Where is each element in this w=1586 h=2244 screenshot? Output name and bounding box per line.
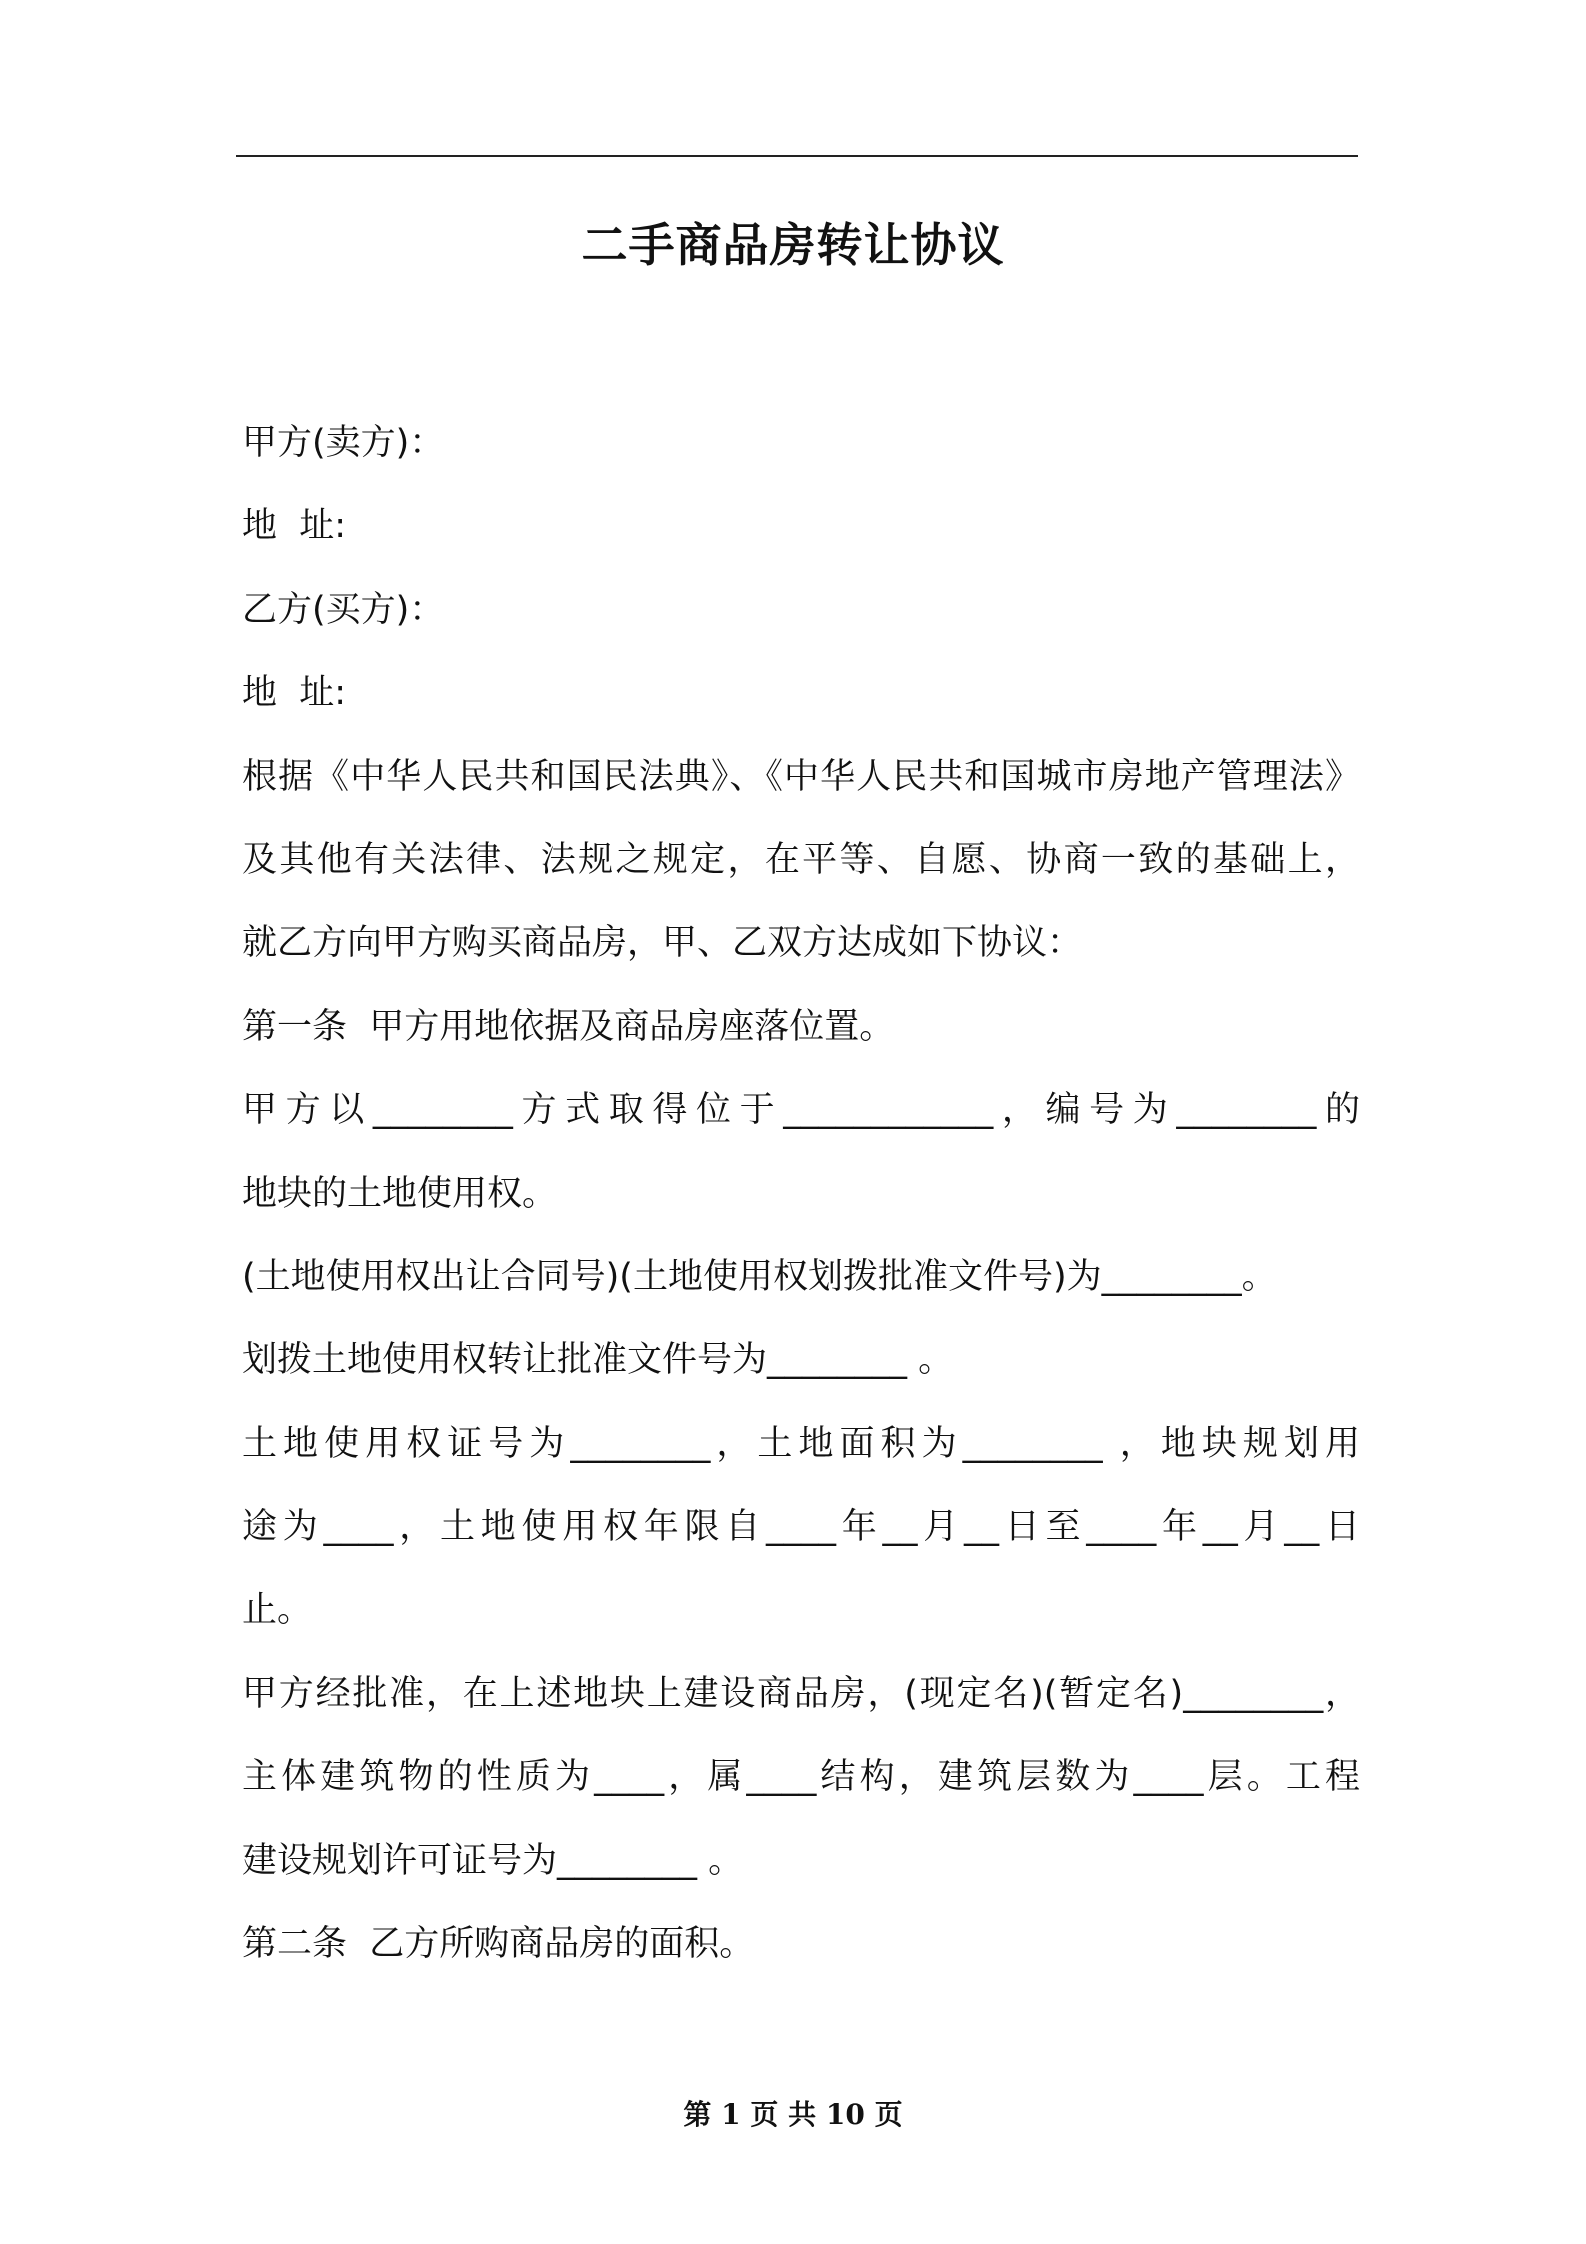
land-certificate-line-2: 途为____，土地使用权年限自____年__月__日至____年__月__日 (242, 1507, 1360, 1548)
building-approval-line-3: 建设规划许可证号为________ 。 (242, 1840, 744, 1881)
article-2-heading: 第二条 乙方所购商品房的面积。 (242, 1924, 755, 1965)
land-certificate-line-3: 止。 (242, 1590, 313, 1631)
preamble-line-3: 就乙方向甲方购买商品房，甲、乙双方达成如下协议： (242, 923, 1083, 964)
article-1-paragraph-1-line-2: 地块的土地使用权。 (242, 1173, 558, 1214)
party-b-address-line: 地 址: (242, 673, 347, 714)
party-a-address-line: 地 址: (242, 506, 347, 547)
building-approval-line-1: 甲方经批准，在上述地块上建设商品房，(现定名)(暂定名)________， (242, 1673, 1360, 1714)
document-body (242, 402, 1360, 1986)
land-certificate-line-1: 土地使用权证号为________，土地面积为________ ，地块规划用 (242, 1423, 1360, 1464)
party-b-buyer-line: 乙方(买方)： (242, 589, 445, 630)
transfer-approval-line: 划拨土地使用权转让批准文件号为________ 。 (242, 1340, 954, 1381)
document-title: 二手商品房转让协议 (581, 218, 1005, 272)
preamble-line-2: 及其他有关法律、法规之规定，在平等、自愿、协商一致的基础上， (242, 839, 1360, 880)
article-1-paragraph-1-line-1: 甲方以________方式取得位于____________，编号为________的 (242, 1090, 1360, 1131)
header-rule (236, 155, 1358, 157)
article-1-heading: 第一条 甲方用地依据及商品房座落位置。 (242, 1006, 895, 1047)
building-approval-line-2: 主体建筑物的性质为____，属____结构，建筑层数为____层。工程 (242, 1757, 1360, 1798)
party-a-seller-line: 甲方(卖方)： (242, 423, 445, 463)
contract-number-line: (土地使用权出让合同号)(土地使用权划拨批准文件号)为________。 (242, 1256, 1277, 1297)
preamble-line-1: 根据《中华人民共和国民法典》、《中华人民共和国城市房地产管理法》 (242, 756, 1360, 797)
page-footer: 第 1 页 共 10 页 (683, 2098, 903, 2131)
